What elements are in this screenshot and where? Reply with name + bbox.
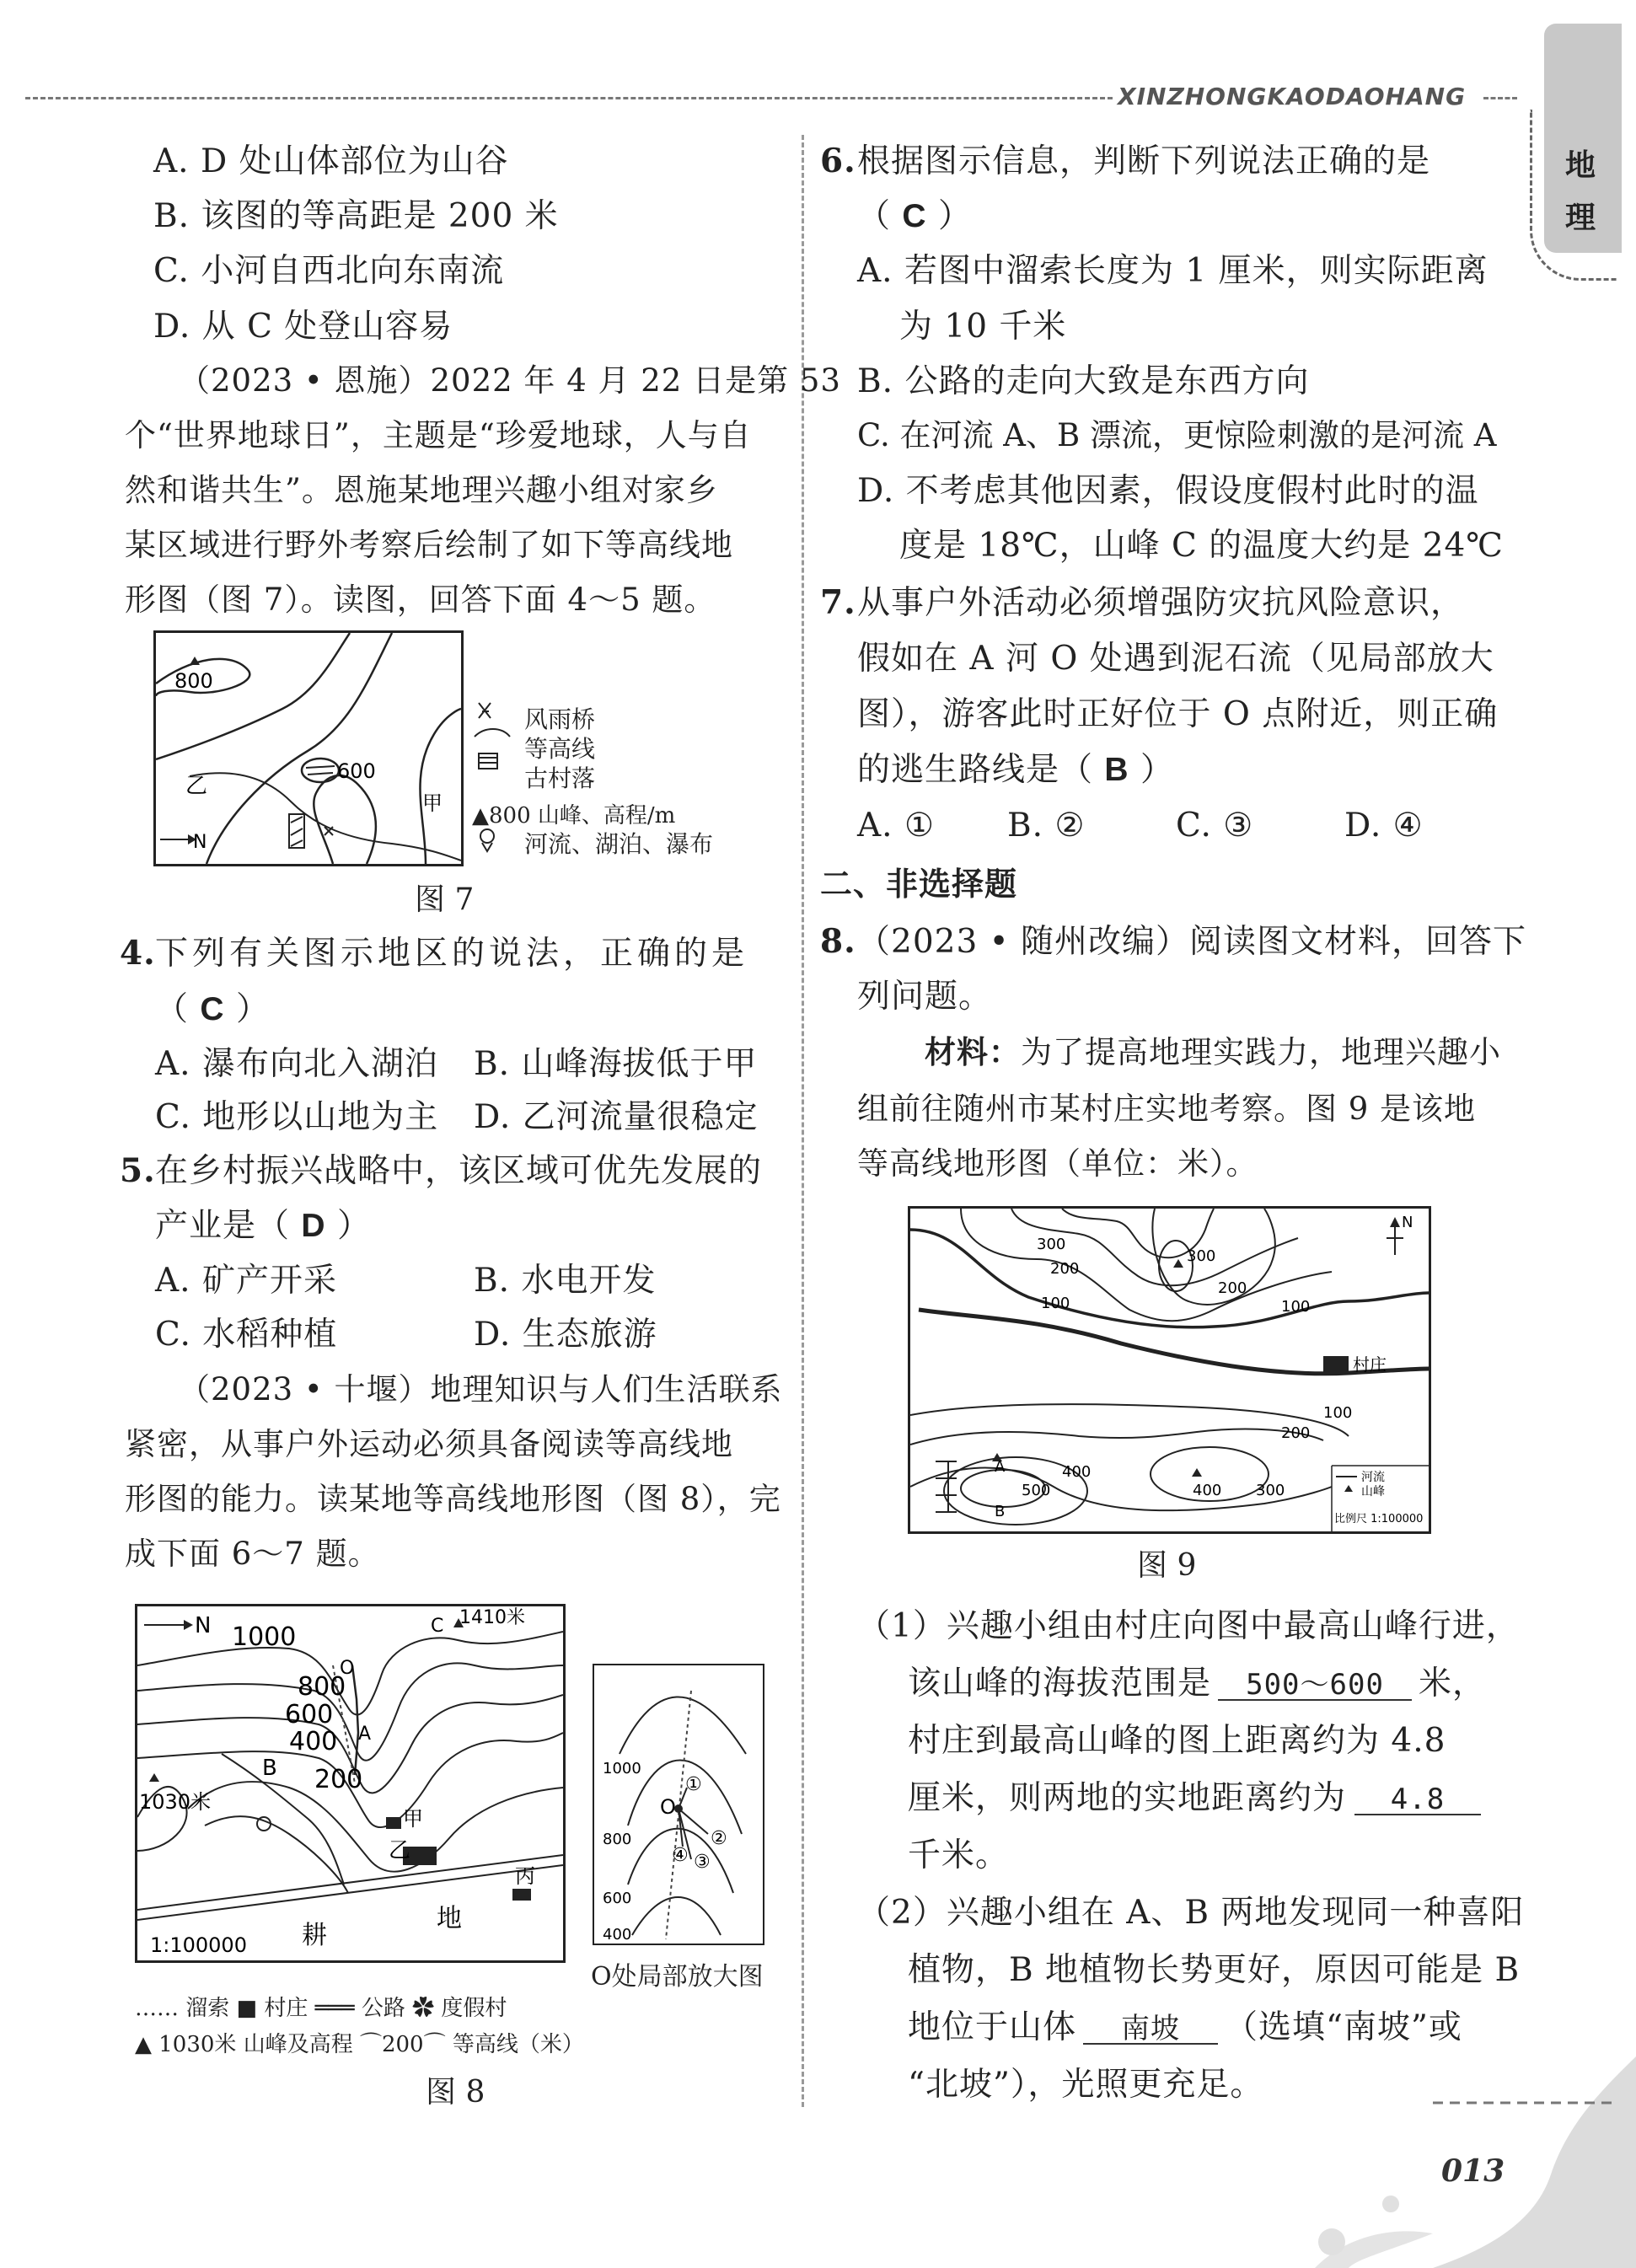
inset-600: 600 [603,1890,632,1907]
q8-stem-2: 列问题。 [857,978,993,1016]
q6-stem: 根据图示信息，判断下列说法正确的是 [857,142,1431,180]
fig9-village: 村庄 [1353,1354,1387,1375]
subject-tab-char-2: 理 [1565,201,1596,235]
inset-route-4: ④ [672,1845,689,1866]
fig9-r100: 100 [1281,1298,1311,1316]
q5-option-b: B. 水电开发 [474,1262,657,1300]
fig7-legend-contour: 等高线 [524,735,596,763]
intro1-line: 某区域进行野外考察后绘制了如下等高线地 [125,527,733,563]
figure-7-svg [156,633,461,864]
fig8-C: C [431,1616,444,1637]
figure-7-map [153,630,464,866]
q6-answer-bracket: （ C ） [857,197,972,235]
q4-stem: 下列有关图示地区的说法，正确的是 [155,935,749,973]
q6-option-a-cont: 为 10 千米 [899,308,1067,346]
figure-9-svg [910,1209,1429,1531]
fig8-peak-w: 1030米 [139,1790,212,1814]
fig9-400b: 400 [1193,1482,1222,1499]
fig8-north-label: N [195,1613,212,1638]
intro1-line: 个“世界地球日”，主题是“珍爱地球，人与自 [125,417,752,453]
fig7-contour-label: 600 [337,759,376,783]
inset-route-1: ① [685,1774,702,1795]
fig8-B: B [262,1756,277,1781]
fig9-400a: 400 [1062,1463,1092,1481]
village-icon [512,1889,531,1901]
figure-9-caption: 图 9 [1137,1548,1197,1583]
q4-option-c: C. 地形以山地为主 [155,1098,439,1136]
q8-material-2: 组前往随州市某村庄实地考察。图 9 是该地 [857,1091,1477,1127]
q8-sub1-answer-1: 500～600 [1218,1670,1412,1701]
fig8-c600: 600 [285,1700,334,1729]
q8-sub2-line-4: “北坡”），光照更充足。 [908,2066,1264,2104]
q7-answer: B [1104,752,1129,788]
fig8-c200: 200 [314,1765,363,1794]
fig7-legend-river: 河流、湖泊、瀑布 [524,830,714,858]
q7-stem-2: 假如在 A 河 O 处遇到泥石流（见局部放大 [857,640,1494,678]
header-site-text: XINZHONGKAODAOHANG [1118,83,1467,110]
q4-option-d: D. 乙河流量很稳定 [474,1098,759,1136]
fig8-scale: 1:100000 [150,1933,247,1957]
q7-option-b: B. ② [1007,807,1086,844]
figure-8-inset-svg [594,1665,763,1944]
inset-1000: 1000 [603,1760,641,1777]
fig7-legend-bridge: 风雨桥 [524,705,596,733]
q4-option-a: A. 瀑布向北入湖泊 [155,1045,438,1083]
q5-option-a: A. 矿产开采 [155,1262,337,1300]
q8-sub1-line-1: （1）兴趣小组由村庄向图中最高山峰行进， [857,1607,1520,1645]
fig9-A: A [995,1458,1006,1476]
q5-number: 5. [120,1151,156,1190]
page-number: 013 [1441,2153,1505,2189]
q5-answer: D [301,1208,326,1244]
north-arrow-icon [1390,1217,1400,1227]
figure-7-caption: 图 7 [415,882,475,917]
intro2-line: （2023 • 十堰）地理知识与人们生活联系 [179,1371,783,1407]
q6-option-d: D. 不考虑其他因素，假设度假村此时的温 [857,472,1479,510]
q8-sub2-line-3: 地位于山体 南坡 （选填“南坡”或 [908,2008,1462,2046]
figure-9-map [908,1206,1431,1534]
q8-sub2-answer: 南坡 [1083,2014,1218,2045]
q6-answer: C [902,198,927,234]
q7-option-c: C. ③ [1176,807,1254,844]
q8-material-1: 材料：为了提高地理实践力，地理兴趣小 [925,1033,1501,1070]
q7-option-a: A. ① [857,807,935,844]
q8-sub1-line-5: 千米。 [908,1836,1010,1874]
peak-icon [1192,1468,1202,1477]
q4-answer-bracket: （ C ） [155,990,270,1028]
q8-material-3: 等高线地形图（单位：米）。 [857,1145,1258,1182]
fig9-500: 500 [1022,1482,1051,1499]
fig9-legend-scale: 比例尺 1:100000 [1334,1513,1424,1525]
inset-400: 400 [603,1926,632,1944]
fig7-jia-label: 甲 [422,791,443,815]
fig9-north: N [1402,1214,1413,1231]
subject-tab-char-1: 地 [1565,148,1596,183]
header-dashed-line-right [1483,97,1517,99]
q7-stem-3: 图），游客此时正好位于 O 点附近，则正确 [857,695,1499,733]
q8-sub2-line-2: 植物，B 地植物长势更好，原因可能是 B [908,1951,1521,1989]
q8-sub1-line-2: 该山峰的海拔范围是 500～600 米， [908,1665,1487,1702]
fig8-c400: 400 [289,1727,338,1756]
q7-stem-4: 的逃生路线是（ B ） [857,751,1174,789]
peak-icon [1344,1485,1353,1492]
q8-sub1-answer-2: 4.8 [1354,1785,1481,1815]
q4-number: 4. [120,934,156,973]
figure-7-legend [472,701,750,861]
q7-number: 7. [820,583,856,622]
fig9-l300: 300 [1037,1236,1066,1253]
fig9-300: 300 [1256,1482,1285,1499]
figure-8-inset-caption: O处局部放大图 [591,1962,764,1992]
peak-icon [190,657,200,665]
fig9-l200: 200 [1050,1260,1080,1278]
fig8-c1000: 1000 [232,1622,297,1652]
q8-material-label: 材料： [925,1033,1021,1070]
fig7-yi-label: 乙 [185,774,208,799]
figure-8-legend-2: ▲ 1030米 山峰及高程 ⌒200⌒ 等高线（米） [135,2032,584,2057]
inset-800: 800 [603,1831,632,1848]
north-arrow-icon [184,1620,193,1630]
q8-sub1-line-3: 村庄到最高山峰的图上距离约为 4.8 [908,1722,1446,1760]
fig7-legend-village: 古村落 [524,764,596,792]
fig9-B: B [995,1503,1006,1520]
fig8-bing: 丙 [515,1864,535,1888]
fig9-s200: 200 [1281,1424,1311,1442]
intro1-line: 然和谐共生”。恩施某地理兴趣小组对家乡 [125,472,718,508]
option-b-prev: B. 该图的等高距是 200 米 [153,197,559,235]
village-icon [1323,1356,1349,1375]
intro2-line: 形图的能力。读某地等高线地形图（图 8），完 [125,1481,781,1517]
q5-option-d: D. 生态旅游 [474,1316,657,1354]
inset-route-2: ② [711,1828,727,1849]
fig8-O: O [340,1658,355,1679]
figure-8-inset-map [593,1664,764,1945]
fig8-c800: 800 [298,1672,346,1702]
village-icon [386,1817,401,1829]
peak-icon [1173,1259,1183,1268]
intro2-line: 紧密，从事户外运动必须具备阅读等高线地 [125,1426,733,1462]
intro1-line: 形图（图 7）。读图，回答下面 4～5 题。 [125,582,716,618]
fig9-l100: 100 [1041,1295,1070,1312]
option-d-prev: D. 从 C 处登山容易 [153,308,453,346]
fig9-legend-river: 河流 [1361,1471,1385,1484]
option-c-prev: C. 小河自西北向东南流 [153,252,505,290]
figure-8-legend-1: …… 溜索 ■ 村庄 ═══ 公路 ✿ 度假村 [135,1996,507,2021]
q4-option-b: B. 山峰海拔低于甲 [474,1045,758,1083]
fig8-peak-c: 1410米 [459,1607,525,1628]
fig8-A: A [358,1724,372,1745]
figure-8-svg [137,1606,563,1960]
q8-sub1-line-4: 厘米，则两地的实地距离约为 4.8 [908,1782,1481,1815]
q6-option-b: B. 公路的走向大致是东西方向 [857,362,1310,400]
fig8-farm2: 地 [437,1904,462,1933]
q6-option-d-cont: 度是 18℃，山峰 C 的温度大约是 24℃ [899,527,1504,565]
fig8-farm1: 耕 [302,1921,327,1950]
figure-8-map [135,1604,566,1963]
section-2-heading: 二、非选择题 [820,866,1018,903]
inset-O: O [660,1795,676,1819]
option-a-prev: A. D 处山体部位为山谷 [153,142,509,180]
q7-option-d: D. ④ [1344,807,1424,844]
fig9-r200: 200 [1218,1279,1247,1297]
figure-8-caption: 图 8 [426,2075,485,2110]
peak-icon [149,1773,159,1782]
q7-stem-1: 从事户外活动必须增强防灾抗风险意识， [857,584,1465,622]
fig8-jia: 甲 [403,1807,423,1831]
header-dashed-line [25,97,1113,99]
intro1-line: （2023 • 恩施）2022 年 4 月 22 日是第 53 [179,362,841,399]
fig9-r300: 300 [1187,1247,1216,1265]
fig7-north-label: N [193,832,207,853]
intro2-line: 成下面 6～7 题。 [125,1536,380,1572]
fig9-s100: 100 [1323,1404,1353,1422]
q8-sub2-line-1: （2）兴趣小组在 A、B 两地发现同一种喜阳 [857,1894,1525,1932]
q5-stem-1: 在乡村振兴战略中，该区域可优先发展的 [155,1152,763,1190]
inset-route-3: ③ [694,1852,711,1873]
fig7-legend-peak: ▲800 山峰、高程/m [472,803,676,828]
q6-number: 6. [820,142,856,180]
q5-stem-2: 产业是（ D ） [155,1207,371,1245]
column-divider [802,135,804,2107]
fig7-peak-label: 800 [174,669,213,693]
q5-option-c: C. 水稻种植 [155,1316,338,1354]
q8-number: 8. [820,922,856,961]
fig8-yi: 乙 [389,1838,411,1863]
q6-option-a: A. 若图中溜索长度为 1 厘米，则实际距离 [857,252,1488,290]
q8-stem-1: （2023 • 随州改编）阅读图文材料，回答下 [857,923,1527,961]
fig9-legend-peak: 山峰 [1361,1485,1385,1499]
q6-option-c: C. 在河流 A、B 漂流，更惊险刺激的是河流 A [857,417,1497,453]
resort-icon [257,1817,271,1831]
q4-answer: C [200,991,225,1027]
